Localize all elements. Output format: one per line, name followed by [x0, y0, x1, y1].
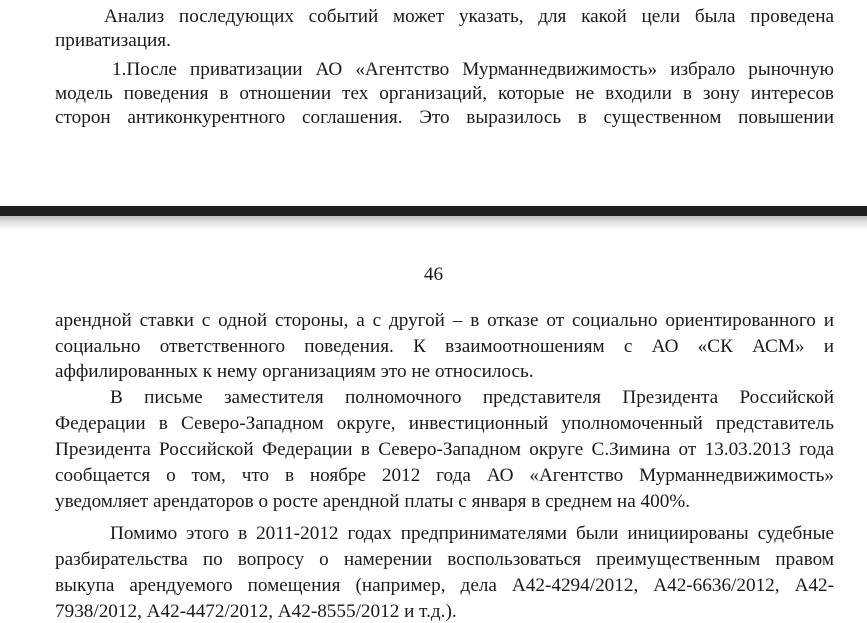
text-line: Анализ последующих событий может указать, для какой цели была проведена: [104, 6, 834, 27]
text-line: арендной ставки с одной стороны, а с другой – в отказе от социально ориентированного и: [55, 310, 834, 331]
text-line: разбирательства по вопросу о намерении воспользоваться преимущественным правом: [55, 549, 834, 570]
text-line: Президента Российской Федерации в Северо-Западном округе С.Зимина от 13.03.2013 года: [55, 439, 834, 460]
text-line: социально ответственного поведения. К взаимоотношениям с АО «СК АСМ» и: [55, 336, 834, 357]
text-line: Федерации в Северо-Западном округе, инвестиционный уполномоченный представитель: [55, 413, 834, 434]
text-line: уведомляет арендаторов о росте арендной платы с января в среднем на 400%.: [55, 491, 691, 512]
text-line: сообщается о том, что в ноябре 2012 года АО «Агентство Мурманнедвижимость»: [55, 465, 834, 486]
page-break-divider: [0, 206, 867, 216]
text-line: В письме заместителя полномочного представителя Президента Российской: [110, 387, 834, 408]
text-line: 7938/2012, А42-4472/2012, А42-8555/2012 и т.д.).: [55, 601, 457, 622]
text-line: 1.После приватизации АО «Агентство Мурманнедвижимость» избрало рыночную: [112, 59, 834, 80]
page-break-shadow: [0, 216, 867, 230]
text-line: выкупа арендуемого помещения (например, дела А42-4294/2012, А42-6636/2012, А42-: [55, 575, 834, 596]
page-number: 46: [423, 264, 444, 285]
text-line: аффилированных к нему организациям это не относилось.: [55, 361, 534, 382]
text-line: сторон антиконкурентного соглашения. Это выразилось в существенном повышении: [55, 107, 834, 128]
text-line: Помимо этого в 2011-2012 годах предпринимателями были инициированы судебные: [110, 523, 834, 544]
text-line: модель поведения в отношении тех организаций, которые не входили в зону интересов: [55, 83, 834, 104]
text-line: приватизация.: [55, 30, 171, 51]
